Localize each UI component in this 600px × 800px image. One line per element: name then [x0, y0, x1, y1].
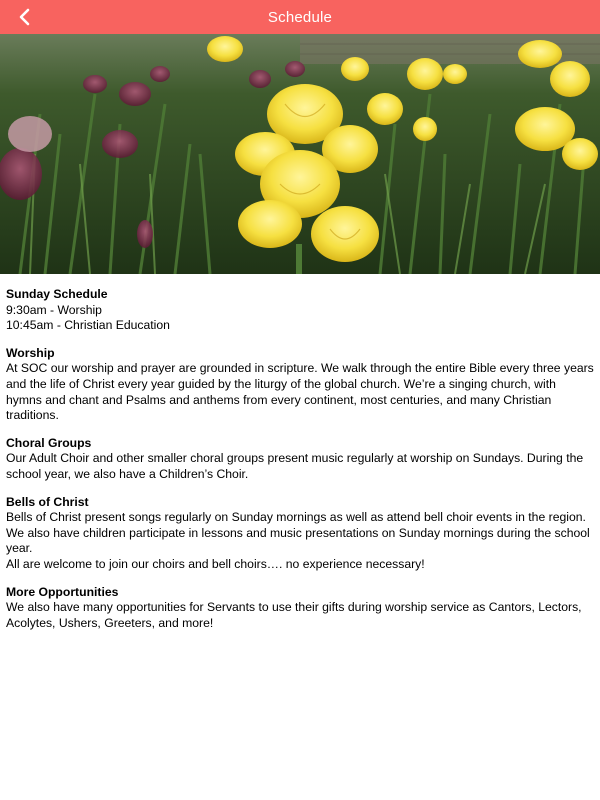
header-bar: [0, 0, 600, 34]
hero-image: [0, 34, 600, 274]
section-heading: More Opportunities: [6, 584, 119, 599]
section-worship: [6, 346, 594, 424]
chevron-left-icon: [17, 8, 31, 26]
section-body: We also have many opportunities for Servants to use their gifts during worship service as Cantors, Lectors, Acolytes, Ushers, Greeters, and more!: [6, 600, 582, 630]
section-heading: Sunday Schedule: [6, 287, 108, 301]
section-sunday-schedule: [6, 287, 594, 334]
section-heading: Bells of Christ: [6, 494, 89, 509]
page-title: Schedule: [267, 8, 333, 26]
section-heading: Choral Groups: [6, 435, 92, 450]
section-body: Our Adult Choir and other smaller choral groups present music regularly at worship on Sundays. During the school year, we also have a Children’s Choir.: [6, 451, 584, 481]
section-body: Bells of Christ present songs regularly on Sunday mornings as well as attend bell choir events in the region. We also have children participate in lessons and music presentations on Sunday mornings during the school year. All are welcome to join our choirs and bell choirs…. no experience necessary!: [6, 510, 590, 571]
section-body: 9:30am - Worship 10:45am - Christian Education: [6, 302, 170, 333]
back-button[interactable]: [12, 5, 36, 29]
section-more-opportunities: [6, 585, 594, 632]
schedule-content: [6, 287, 594, 643]
section-choral-groups: [6, 436, 594, 483]
section-bells-of-christ: [6, 495, 594, 573]
section-body: At SOC our worship and prayer are grounded in scripture. We walk through the entire Bible every three years and the life of Christ every year guided by the liturgy of the global church. We’re a singing church, with hymns and chant and Psalms and anthems from every continent, most centuries, and many Christian traditions.: [6, 361, 594, 423]
section-heading: Worship: [6, 345, 55, 360]
